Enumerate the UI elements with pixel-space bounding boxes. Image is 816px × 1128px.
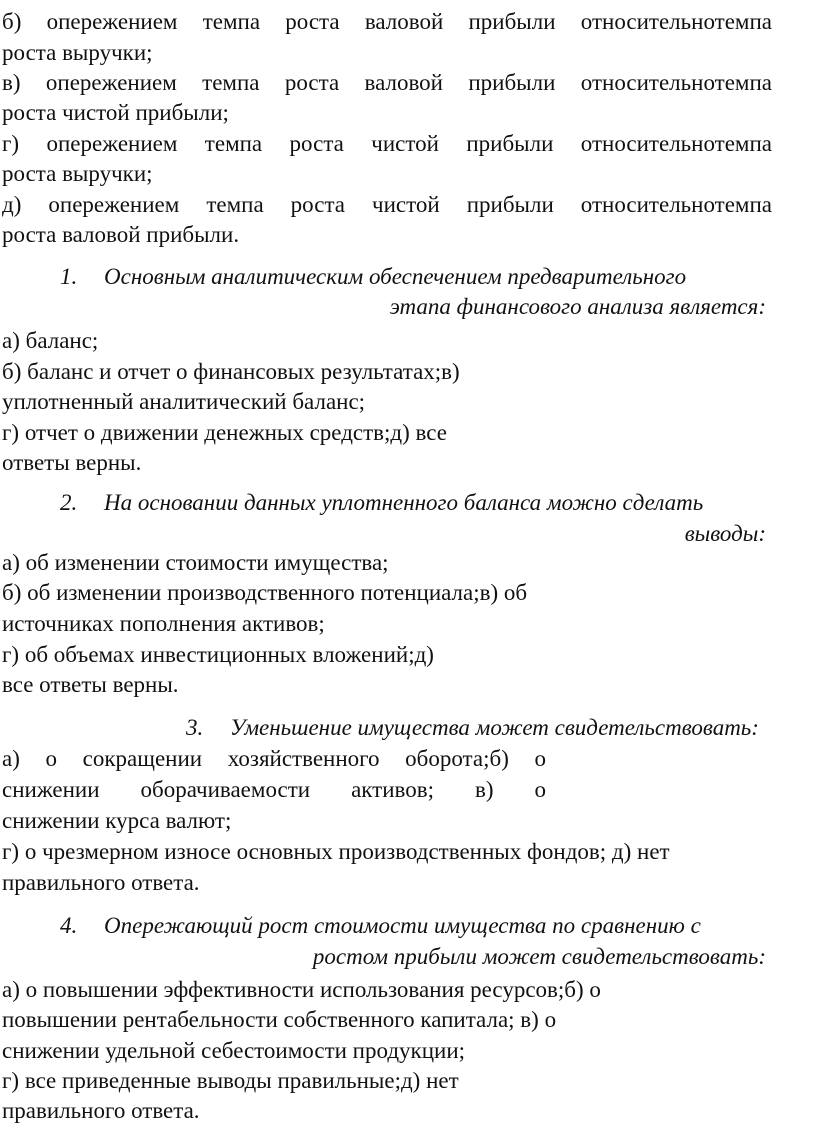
answer-line: ответы верны. [2,450,142,475]
question-3-line-1 [186,713,759,743]
option-line: роста валовой прибыли. [2,222,240,247]
answer-line: правильного ответа. [2,1098,200,1123]
option-line: роста чистой прибыли; [2,100,229,125]
question-2-line-1 [60,488,703,518]
question-4-line-2: ростом прибыли может свидетельствовать: [312,944,766,969]
answer-line: правильного ответа. [2,870,200,895]
answer-line: б) баланс и отчет о финансовых результатах;в) [2,359,460,384]
question-text: Опережающий рост стоимости имущества по сравнению с [104,913,701,938]
answer-line: а) о сокращении хозяйственного оборота;б) о [2,746,546,771]
answer-line: г) о чрезмерном износе основных производственных фондов; д) нет [2,839,670,864]
question-4-line-1 [60,911,701,941]
option-line: б) опережением темпа роста валовой прибыли относительнотемпа [2,9,772,34]
question-1-line-1 [60,262,686,292]
answer-line: все ответы верны. [2,672,179,697]
answer-line: снижении оборачиваемости активов; в) о [2,777,546,802]
answer-line: источниках пополнения активов; [2,611,325,636]
question-number: 4. [60,913,78,938]
question-number: 1. [60,264,78,289]
question-1-line-2: этапа финансового анализа является: [389,294,766,319]
question-2-line-2: выводы: [684,521,766,546]
question-text: Уменьшение имущества может свидетельствовать: [230,715,759,740]
answer-line: повышении рентабельности собственного капитала; в) о [2,1007,557,1032]
answer-line: снижении курса валют; [2,808,232,833]
answer-line: г) все приведенные выводы правильные;д) нет [2,1068,459,1093]
question-number: 2. [60,490,78,515]
option-line: роста выручки; [2,161,153,186]
option-line: роста выручки; [2,40,153,65]
answer-line: уплотненный аналитический баланс; [2,389,366,414]
option-line: в) опережением темпа роста валовой прибыли относительнотемпа [2,70,772,95]
answer-line: а) о повышении эффективности использования ресурсов;б) о [2,977,601,1002]
answer-line: снижении удельной себестоимости продукции; [2,1038,466,1063]
option-line: г) опережением темпа роста чистой прибыли относительнотемпа [2,131,772,156]
question-number: 3. [186,715,204,740]
answer-line: а) об изменении стоимости имущества; [2,550,389,575]
answer-line: б) об изменении производственного потенциала;в) об [2,580,528,605]
option-line: д) опережением темпа роста чистой прибыли относительнотемпа [2,192,772,217]
question-text: Основным аналитическим обеспечением предварительного [104,264,687,289]
answer-line: г) об объемах инвестиционных вложений;д) [2,642,434,667]
answer-line: г) отчет о движении денежных средств;д) все [2,420,447,445]
answer-line: а) баланс; [2,328,99,353]
question-text: На основании данных уплотненного баланса можно сделать [104,490,704,515]
